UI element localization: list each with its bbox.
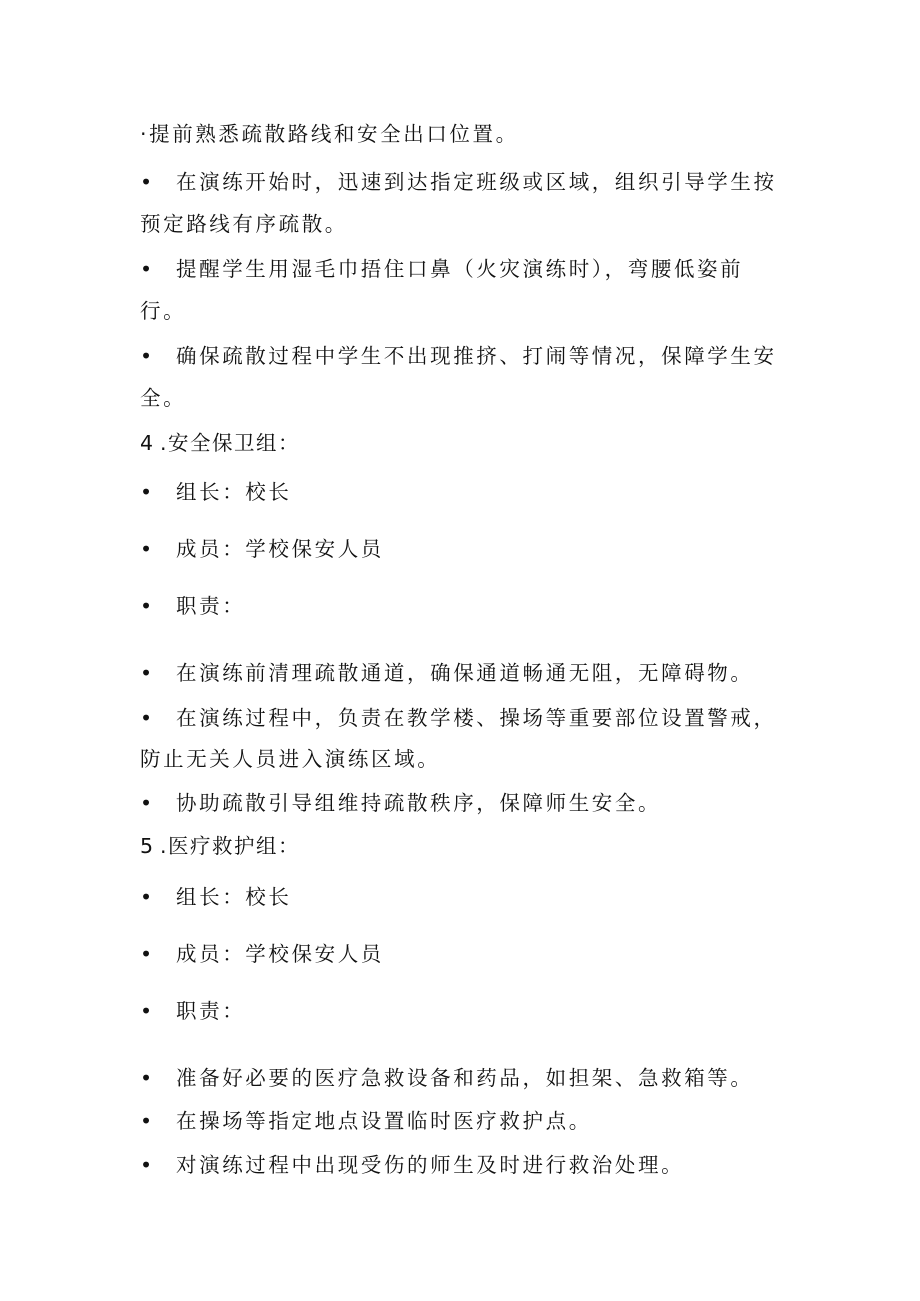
bullet-icon: • [140, 999, 155, 1023]
bullet-icon: • [140, 706, 155, 730]
list-item-continuation: 全。 [140, 386, 187, 410]
list-item-text: 在操场等指定地点设置临时医疗救护点。 [176, 1109, 592, 1133]
list-item-continuation: 防止无关人员进入演练区域。 [140, 747, 441, 771]
bullet-icon: • [140, 480, 155, 504]
section-heading-medical [140, 834, 300, 858]
bullet-icon: • [140, 537, 155, 561]
list-item-text: 职责： [176, 594, 246, 618]
bullet-icon: • [140, 885, 155, 909]
bullet-icon: • [140, 594, 155, 618]
bullet-icon: • [140, 661, 155, 685]
list-item-text: 在演练过程中，负责在教学楼、操场等重要部位设置警戒， [176, 706, 777, 730]
list-item-text: 成员：学校保安人员 [176, 537, 384, 561]
bullet-icon: • [140, 942, 155, 966]
section-title: .安全保卫组： [160, 431, 301, 455]
list-item-continuation: 预定路线有序疏散。 [140, 212, 348, 236]
bullet-icon: • [140, 257, 155, 281]
paragraph-evacuation-route: ·提前熟悉疏散路线和安全出口位置。 [140, 122, 519, 146]
bullet-icon: • [140, 1109, 155, 1133]
list-item-text: 组长：校长 [176, 885, 292, 909]
section-title: .医疗救护组： [160, 834, 301, 858]
bullet-icon: • [140, 344, 155, 368]
section-heading-security [140, 431, 300, 455]
list-item-text: 确保疏散过程中学生不出现推挤、打闹等情况，保障学生安 [176, 344, 777, 368]
list-item-text: 提醒学生用湿毛巾捂住口鼻（火灾演练时），弯腰低姿前 [176, 257, 744, 281]
list-item-text: 在演练前清理疏散通道，确保通道畅通无阻，无障碍物。 [176, 661, 754, 685]
list-item-text: 准备好必要的医疗急救设备和药品，如担架、急救箱等。 [176, 1066, 754, 1090]
bullet-icon: • [140, 170, 155, 194]
list-item-text: 对演练过程中出现受伤的师生及时进行救治处理。 [176, 1153, 685, 1177]
bullet-icon: • [140, 791, 155, 815]
list-item-text: 协助疏散引导组维持疏散秩序，保障师生安全。 [176, 791, 662, 815]
list-item-continuation: 行。 [140, 299, 187, 323]
section-number: 4 [140, 431, 155, 455]
list-item-text: 在演练开始时，迅速到达指定班级或区域，组织引导学生按 [176, 170, 777, 194]
list-item-text: 职责： [176, 999, 246, 1023]
section-number: 5 [140, 834, 155, 858]
list-item-text: 组长：校长 [176, 480, 292, 504]
bullet-icon: • [140, 1066, 155, 1090]
list-item-text: 成员：学校保安人员 [176, 942, 384, 966]
bullet-icon: • [140, 1153, 155, 1177]
